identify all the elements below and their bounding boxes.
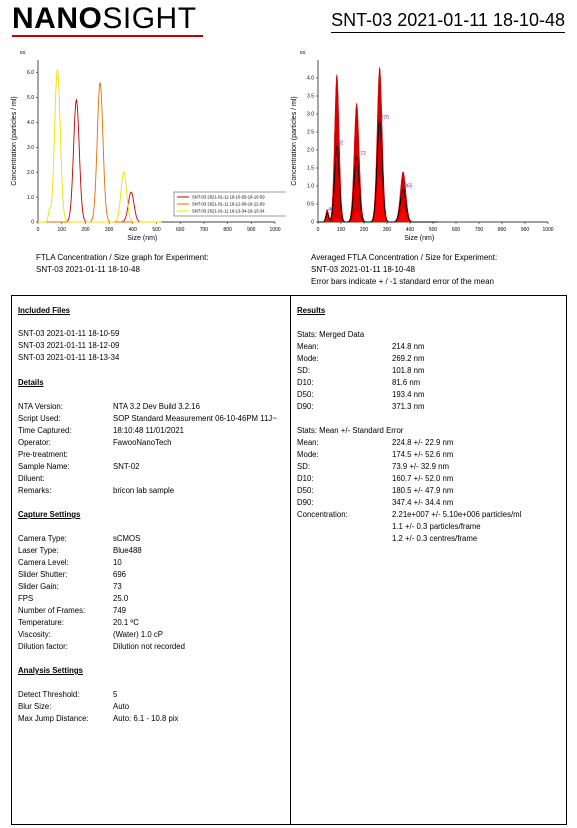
peak-label: 270 [380,115,389,122]
info-value: 73 [113,582,122,591]
series-line [38,70,161,222]
y-tick-label: 1.0 [307,183,314,190]
info-value: SNT-02 [113,462,140,471]
info-value: NTA 3.2 Dev Build 3.2.16 [113,402,200,411]
y-tick-label: 4.0 [307,75,314,82]
concentration-size-chart-svg [6,50,286,250]
x-tick-label: 700 [474,227,484,233]
x-tick-label: 100 [336,227,346,233]
y-tick-label: 1.5 [307,165,314,172]
x-tick-label: 500 [152,227,161,233]
left-chart-caption [36,252,209,276]
info-key: Operator: [18,438,51,447]
concentration-size-chart [6,50,286,250]
x-tick-label: 900 [247,227,256,233]
info-key: D50: [297,486,314,495]
info-value: 160.7 +/- 52.0 nm [392,474,454,483]
exponent-label: E6 [300,50,306,55]
info-key: Temperature: [18,618,64,627]
info-key: Laser Type: [18,546,59,555]
x-tick-label: 600 [176,227,185,233]
x-tick-label: 400 [128,227,137,233]
info-key: Blur Size: [18,702,52,711]
peak-label: 172 [357,151,366,158]
legend-label: SNT-03 2021-01-11 18-10-59-18-10-59 [192,194,265,200]
info-value: Dilution not recorded [113,642,185,651]
info-value: 193.4 nm [392,390,425,399]
legend-label: SNT-03 2021-01-11 18-12-09-18-12-09 [192,201,265,207]
info-key: Diluent: [18,474,45,483]
details-heading: Details [18,378,44,387]
caption-line: SNT-03 2021-01-11 18-10-48 [36,265,140,274]
info-key: Pre-treatment: [18,450,68,459]
info-value: FawooNanoTech [113,438,172,447]
info-value: 371.3 nm [392,402,425,411]
x-tick-label: 800 [497,227,507,233]
info-key: D90: [297,402,314,411]
included-file: SNT-03 2021-01-11 18-10-59 [18,329,120,338]
info-key: D10: [297,378,314,387]
info-key: FPS [18,594,34,603]
info-value: 10 [113,558,122,567]
results-panel [290,295,567,825]
peak-label: 365 [404,183,413,190]
info-key: Mode: [297,354,319,363]
info-value: 180.5 +/- 47.9 nm [392,486,454,495]
info-key: Viscosity: [18,630,51,639]
y-tick-label: 5.0 [27,95,34,102]
info-value: 224.8 +/- 22.9 nm [392,438,454,447]
info-key: Camera Type: [18,534,67,543]
x-tick-label: 500 [428,227,438,233]
info-key: D90: [297,498,314,507]
info-key: SD: [297,366,310,375]
info-key: Sample Name: [18,462,70,471]
y-tick-label: 0.5 [307,201,314,208]
y-tick-label: 3.0 [27,144,34,151]
nanosight-logo [12,2,197,36]
x-axis-label: Size (nm) [404,235,435,242]
y-tick-label: 2.5 [307,129,314,136]
info-value: 1.2 +/- 0.3 centres/frame [392,534,478,543]
info-key: NTA Version: [18,402,63,411]
info-value: 174.5 +/- 52.6 nm [392,450,454,459]
info-value: 5 [113,690,118,699]
info-value: 696 [113,570,127,579]
info-key: Concentration: [297,510,348,519]
info-key: Mode: [297,450,319,459]
info-key: SD: [297,462,310,471]
info-key: Max Jump Distance: [18,714,89,723]
info-value: sCMOS [113,534,141,543]
x-tick-label: 400 [405,227,415,233]
info-value: 347.4 +/- 34.4 nm [392,498,454,507]
x-tick-label: 1000 [542,227,554,233]
info-key: Detect Threshold: [18,690,80,699]
x-axis-label: Size (nm) [127,235,158,242]
x-tick-label: 300 [382,227,392,233]
x-tick-label: 100 [57,227,66,233]
series-line [38,100,161,222]
info-value: Blue488 [113,546,142,555]
info-key: Camera Level: [18,558,69,567]
logo-light: SIGHT [102,2,197,35]
x-tick-label: 300 [104,227,114,233]
included-file: SNT-03 2021-01-11 18-12-09 [18,341,120,350]
report-title: SNT-03 2021-01-11 18-10-48 [331,10,565,33]
info-value: SOP Standard Measurement 06-10-46PM 11J~ [113,414,277,423]
x-tick-label: 200 [81,227,90,233]
y-tick-label: 3.0 [307,111,314,118]
info-value: 1.1 +/- 0.3 particles/frame [392,522,481,531]
info-value: 18:10:48 11/01/2021 [113,426,184,435]
x-tick-label: 0 [316,227,320,233]
x-tick-label: 900 [520,227,530,233]
y-tick-label: 2.0 [307,147,314,154]
info-value: 101.8 nm [392,366,425,375]
x-tick-label: 200 [359,227,369,233]
info-value: Auto: 6.1 - 10.8 pix [113,714,179,723]
x-tick-label: 0 [36,227,40,233]
averaged-concentration-chart [284,50,564,250]
info-key: D50: [297,390,314,399]
info-value: (Water) 1.0 cP [113,630,163,639]
caption-line: Error bars indicate + / -1 standard error of the mean [311,277,494,286]
y-tick-label: 0 [31,219,34,226]
info-value: 214.8 nm [392,342,425,351]
settings-panel [11,295,291,825]
included-file: SNT-03 2021-01-11 18-13-34 [18,353,120,362]
caption-line: Averaged FTLA Concentration / Size for Experiment: [311,253,498,262]
mean-se-stats-label: Stats: Mean +/- Standard Error [297,426,404,435]
y-tick-label: 1.0 [27,194,34,201]
peak-label: 40 [328,207,334,213]
info-key: Mean: [297,438,319,447]
info-value: Auto [113,702,130,711]
merged-stats-label: Stats: Merged Data [297,330,365,339]
y-tick-label: 4.0 [27,120,34,127]
info-value: 269.2 nm [392,354,425,363]
averaged-concentration-chart-svg [284,50,564,250]
info-value: 749 [113,606,127,615]
info-value: 25.0 [113,594,129,603]
results-heading: Results [297,306,326,315]
info-value: 73.9 +/- 32.9 nm [392,462,449,471]
right-chart-caption [311,252,497,288]
x-tick-label: 600 [451,227,461,233]
logo-underline [12,35,203,37]
info-value: 81.6 nm [392,378,421,387]
info-key: Time Captured: [18,426,72,435]
analysis-settings-heading: Analysis Settings [18,666,83,675]
y-tick-label: 0 [311,219,314,226]
series-line [38,82,161,222]
info-key: Slider Gain: [18,582,59,591]
x-tick-label: 1000 [269,227,281,233]
y-axis-label: Concentration (particles / ml) [11,96,18,186]
peak-label: 82 [337,140,344,147]
x-tick-label: 800 [223,227,232,233]
included-files-heading: Included Files [18,306,70,315]
info-key: D10: [297,474,314,483]
logo-bold: NANO [12,2,103,35]
y-tick-label: 6.0 [27,70,34,77]
info-key: Dilution factor: [18,642,68,651]
info-key: Script Used: [18,414,61,423]
exponent-label: E6 [20,50,26,55]
info-key: Remarks: [18,486,52,495]
info-key: Number of Frames: [18,606,86,615]
y-axis-label: Concentration (particles / ml) [291,96,298,186]
caption-line: SNT-03 2021-01-11 18-10-48 [311,265,415,274]
info-value: 2.21e+007 +/- 5.10e+006 particles/ml [392,510,522,519]
y-tick-label: 3.5 [307,93,314,100]
y-tick-label: 2.0 [27,169,34,176]
capture-settings-heading: Capture Settings [18,510,81,519]
x-tick-label: 700 [199,227,209,233]
info-key: Slider Shutter: [18,570,68,579]
info-value: bricon lab sample [113,486,175,495]
info-value: 20.1 ºC [113,618,139,627]
legend-label: SNT-03 2021-01-11 18-13-34-18-13-34 [192,208,265,214]
caption-line: FTLA Concentration / Size graph for Experiment: [36,253,209,262]
info-key: Mean: [297,342,319,351]
